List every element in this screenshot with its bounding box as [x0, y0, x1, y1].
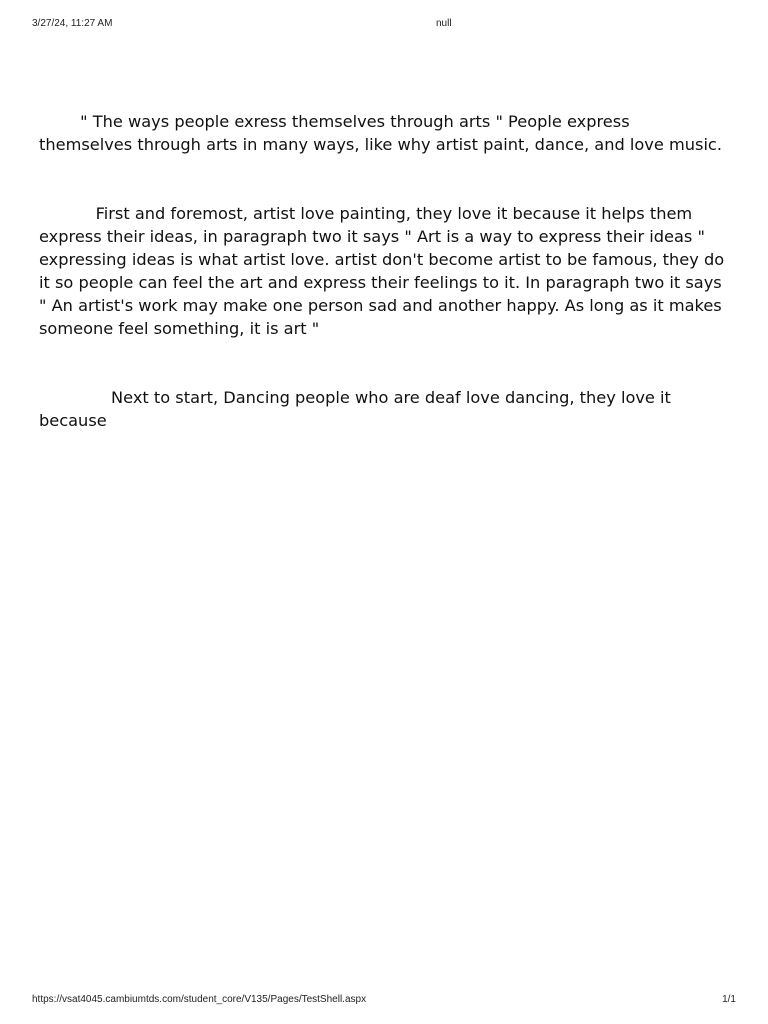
- print-datetime: 3/27/24, 11:27 AM: [32, 18, 113, 29]
- print-page-title: null: [436, 18, 452, 29]
- essay-body: [39, 110, 730, 432]
- essay-paragraph-intro: " The ways people exress themselves through arts " People express themselves through arts in many ways, like why artist paint, dance, and love music.: [39, 112, 722, 154]
- print-page-number: 1/1: [722, 994, 736, 1005]
- print-header: [32, 18, 736, 32]
- essay-paragraph-dancing: Next to start, Dancing people who are deaf love dancing, they love it because: [39, 388, 677, 430]
- print-url: https://vsat4045.cambiumtds.com/student_core/V135/Pages/TestShell.aspx: [32, 994, 367, 1005]
- print-footer: [32, 994, 736, 1008]
- essay-paragraph-painting: First and foremost, artist love painting, they love it because it helps them express their ideas, in paragraph two it says " Art is a way to express their ideas " expressing ideas is what artist love. artist don't become artist to be famous, they do it so people can feel the art and express their feelings to it. In paragraph two it says " An artist's work may make one person sad and another happy. As long as it makes someone feel something, it is art ": [39, 204, 730, 338]
